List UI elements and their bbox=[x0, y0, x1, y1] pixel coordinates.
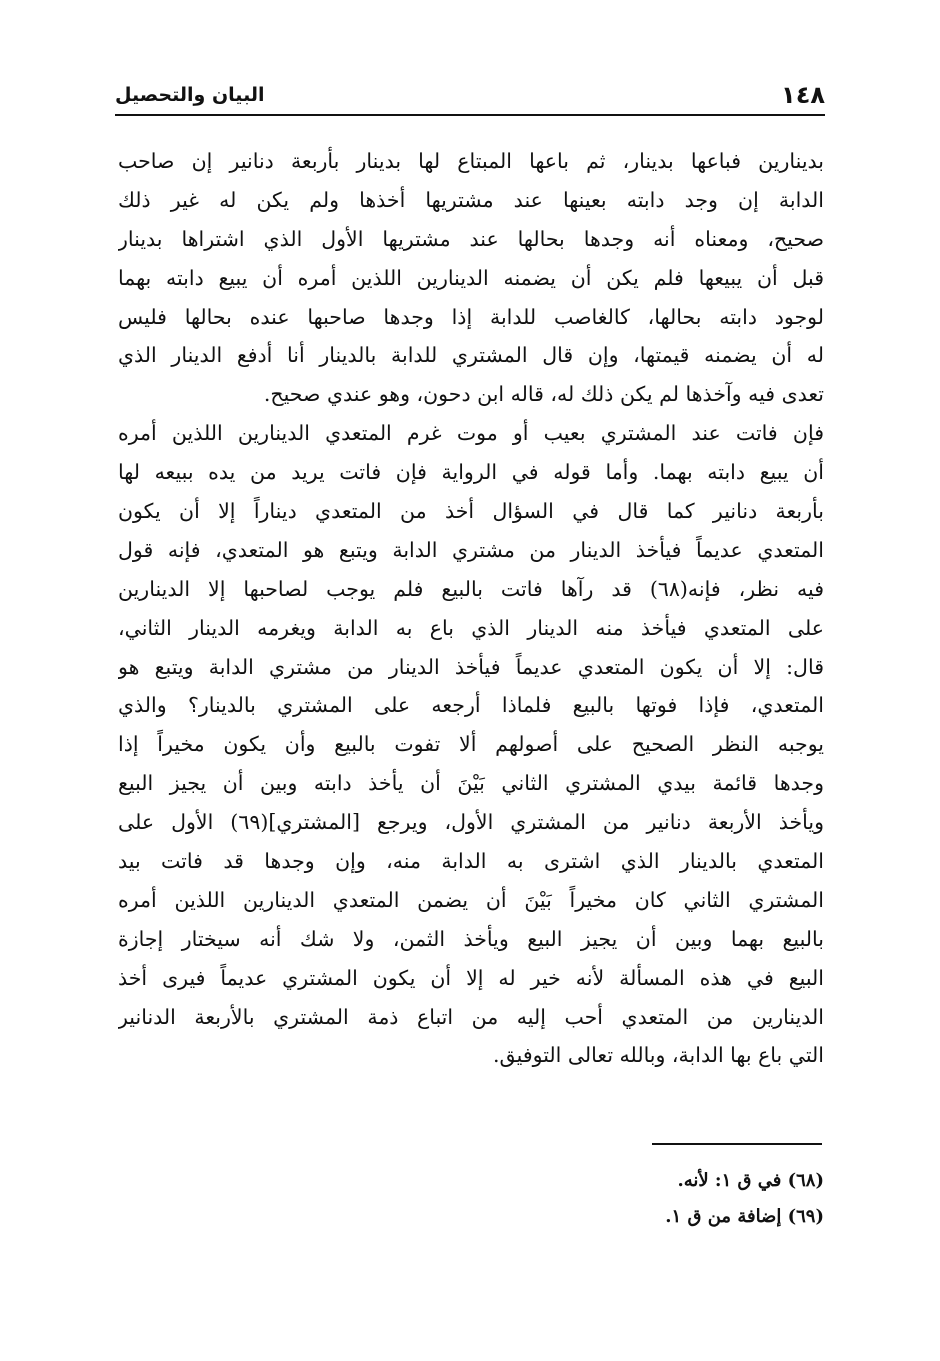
text-line: أن يبيع دابته بهما. وأما قوله في الرواية فإن فاتت يريد من يده ببيعه لها bbox=[118, 460, 824, 485]
text-line: بأربعة دنانير كما قال في السؤال أخذ من المتعدي ديناراً إلا أن يكون bbox=[118, 499, 824, 524]
body-text bbox=[118, 142, 824, 1075]
text-line: التي باع بها الدابة، وبالله تعالى التوفيق. bbox=[493, 1043, 824, 1068]
text-line: تعدى فيه وآخذها لم يكن ذلك له، قاله ابن دحون، وهو عندي صحيح. bbox=[263, 382, 824, 407]
footnotes bbox=[118, 1163, 824, 1235]
text-line: ويأخذ الأربعة دنانير من المشتري الأول، ويرجع [المشتري](٦٩) الأول على bbox=[118, 810, 824, 835]
text-line: الدابة إن وجد دابته بعينها عند مشتريها أخذها ولم يكن له غير ذلك bbox=[118, 187, 824, 212]
header-rule bbox=[115, 114, 825, 116]
text-line: يوجبه النظر الصحيح على أصولهم ألا تفوت بالبيع وأن يكون مخيراً إذا bbox=[118, 732, 824, 757]
footnote-68: (٦٨) في ق ١: لأنه. bbox=[677, 1170, 824, 1191]
text-line: المشتري الثاني كان مخيراً بَيْنَ أن يضمن المتعدي الدينارين اللذين أمره bbox=[118, 887, 824, 912]
text-line: البيع في هذه المسألة لأنه خير له إلا أن يكون المشتري عديماً فيرى أخذ bbox=[118, 965, 824, 990]
text-line: بالبيع بهما وبين أن يجيز البيع ويأخذ الثمن، ولا شك أنه سيختار إجازة bbox=[118, 926, 824, 951]
running-header bbox=[115, 78, 825, 112]
text-line: بدينارين فباعها بدينار، ثم باعها المبتاع لها بدينار بأربعة دنانير إن صاحب bbox=[118, 149, 824, 173]
text-line: المتعدي بالدينار الذي اشترى به الدابة منه، وإن وجدها قد فاتت بيد bbox=[118, 849, 824, 874]
text-line: المتعدي، فإذا فوتها بالبيع فلماذا أرجعه على المشتري بالدينار؟ والذي bbox=[118, 693, 824, 718]
page-number: ١٤٨ bbox=[781, 81, 825, 109]
text-line: الدينارين من المتعدي أحب إليه من اتباع ذمة المشتري بالأربعة الدنانير bbox=[118, 1004, 824, 1029]
text-line: قال: إلا أن يكون المتعدي عديماً فيأخذ الدينار من مشتري الدابة ويتبع هو bbox=[118, 654, 824, 679]
text-line: المتعدي عديماً فيأخذ الدينار من مشتري الدابة ويتبع هو المتعدي، فإنه قول bbox=[118, 537, 824, 562]
text-line: فيه نظر، فإنه(٦٨) قد رآها فاتت بالبيع فلم يوجب لصاحبها إلا الدينارين bbox=[118, 576, 824, 601]
text-line: له أن يضمنه قيمتها، وإن قال المشتري للدابة بالدينار أنا أدفع الدينار الذي bbox=[118, 343, 824, 368]
footnote-69: (٦٩) إضافة من ق ١. bbox=[665, 1206, 824, 1227]
footnote-rule bbox=[652, 1143, 822, 1145]
text-line: على المتعدي فيأخذ منه الدينار الذي باع به الدابة ويغرمه الدينار الثاني، bbox=[118, 615, 824, 640]
text-line: فإن فاتت عند المشتري بعيب أو موت غرم المتعدي الدينارين اللذين أمره bbox=[118, 421, 824, 446]
text-line: وجدها قائمة بيدي المشتري الثاني بَيْنَ أن يأخذ دابته وبين أن يجيز البيع bbox=[118, 771, 824, 796]
text-line: قبل أن يبيعها فلم يكن أن يضمنه الدينارين اللذين أمره أن يبيع دابته بهما bbox=[118, 265, 824, 290]
text-line: لوجود دابته بحالها، كالغاصب للدابة إذا وجدها صاحبها عنده بحالها فليس bbox=[118, 304, 824, 329]
book-title: البيان والتحصيل bbox=[115, 84, 265, 106]
text-line: صحيح، ومعناه أنه وجدها بحالها عند مشتريها الأول الذي اشتراها بدينار bbox=[118, 226, 824, 251]
